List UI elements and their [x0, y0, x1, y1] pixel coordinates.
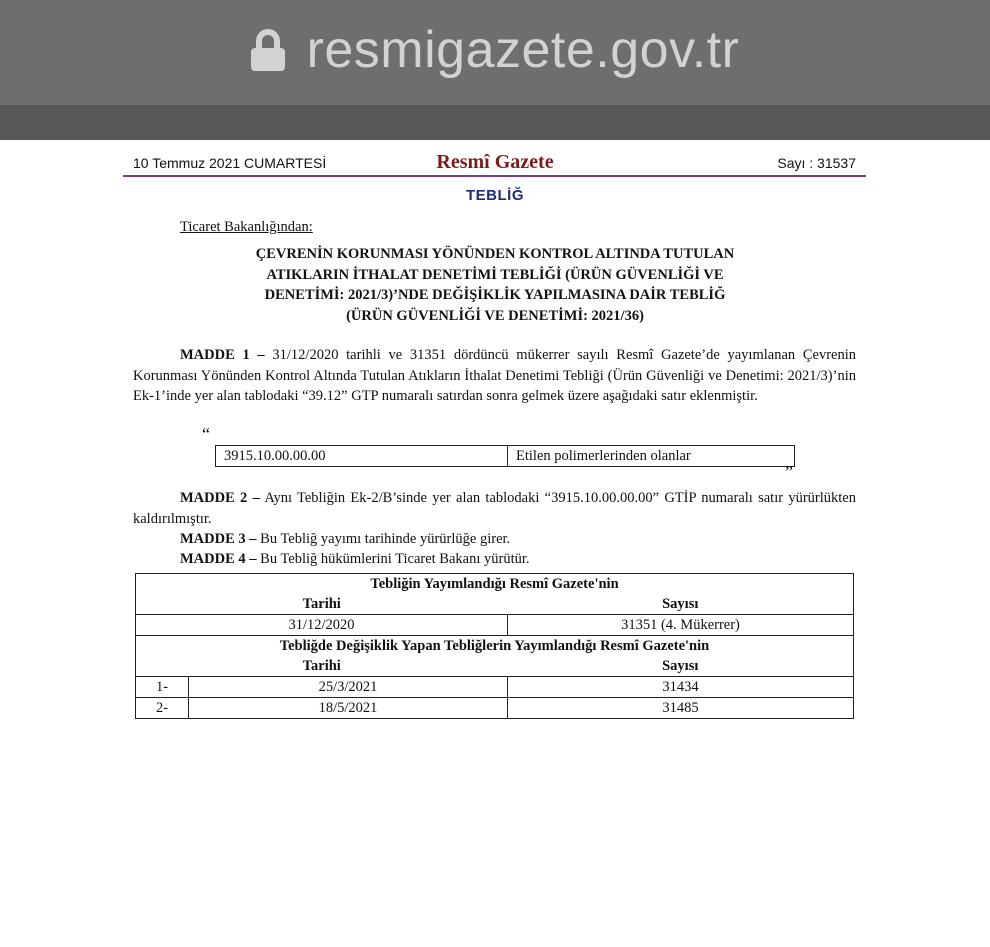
article-label: MADDE 4 –	[180, 551, 257, 567]
inserted-row-table	[215, 445, 795, 467]
communique-title	[200, 244, 790, 326]
browser-toolbar-strip	[0, 105, 990, 140]
column-header-number: Sayısı	[508, 594, 854, 615]
article-text: Bu Tebliğ hükümlerini Ticaret Bakanı yürütür.	[256, 551, 530, 567]
description-cell: Etilen polimerlerinden olanlar	[508, 446, 795, 467]
gazette-issue-number: Sayı : 31537	[777, 155, 856, 171]
url-display[interactable]	[0, 0, 990, 105]
header-divider	[123, 175, 866, 177]
table-row	[136, 656, 854, 677]
table-heading: Tebliğin Yayımlandığı Resmî Gazete'nin	[136, 574, 854, 595]
article-label: MADDE 1 –	[180, 347, 265, 363]
date-cell: 25/3/2021	[189, 677, 508, 698]
date-cell: 18/5/2021	[189, 698, 508, 719]
gazette-title: Resmî Gazete	[436, 151, 554, 173]
table-row	[216, 446, 795, 467]
title-line: ATIKLARIN İTHALAT DENETİMİ TEBLİĞİ (ÜRÜN GÜVENLİĞİ VE	[266, 266, 724, 283]
article-3	[133, 529, 856, 550]
column-header-date: Tarihi	[136, 656, 508, 677]
publication-history-table	[135, 573, 854, 719]
number-cell: 31485	[508, 698, 854, 719]
gazette-date: 10 Temmuz 2021 CUMARTESİ	[133, 155, 327, 171]
article-label: MADDE 3 –	[180, 531, 257, 547]
gtip-code-cell: 3915.10.00.00.00	[216, 446, 508, 467]
article-1	[133, 345, 856, 407]
table-row	[136, 677, 854, 698]
number-cell: 31434	[508, 677, 854, 698]
table-heading: Tebliğde Değişiklik Yapan Tebliğlerin Yayımlandığı Resmî Gazete'nin	[136, 636, 854, 657]
article-4	[133, 549, 856, 570]
table-row	[136, 615, 854, 636]
original-number-cell: 31351 (4. Mükerrer)	[508, 615, 854, 636]
issuing-ministry: Ticaret Bakanlığından:	[180, 219, 313, 235]
column-header-number: Sayısı	[508, 656, 854, 677]
close-quote: ”	[785, 462, 793, 482]
open-quote: “	[202, 424, 210, 444]
article-text: Bu Tebliğ yayımı tarihinde yürürlüğe girer.	[256, 531, 511, 547]
table-row	[136, 698, 854, 719]
index-cell: 2-	[136, 698, 189, 719]
article-2	[133, 488, 856, 529]
lock-icon	[251, 29, 285, 71]
table-row	[136, 574, 854, 595]
title-line: (ÜRÜN GÜVENLİĞİ VE DENETİMİ: 2021/36)	[346, 307, 644, 324]
article-text: 31/12/2020 tarihli ve 31351 dördüncü mükerrer sayılı Resmî Gazete’de yayımlanan Çevrenin Korunması Yönünden Kontrol Altında Tutulan Atıkların İthalat Denetimi Tebliği (Ürün Güvenliği ve Denetimi: 2021/3)’nin Ek-1’inde yer alan tablodaki “39.12” GTP numaralı satırdan sonra gelmek üzere aşağıdaki satır eklenmiştir.	[133, 347, 856, 404]
table-row	[136, 636, 854, 657]
index-cell: 1-	[136, 677, 189, 698]
column-header-date: Tarihi	[136, 594, 508, 615]
table-row	[136, 594, 854, 615]
original-date-cell: 31/12/2020	[136, 615, 508, 636]
title-line: ÇEVRENİN KORUNMASI YÖNÜNDEN KONTROL ALTINDA TUTULAN	[255, 246, 735, 262]
article-text: Aynı Tebliğin Ek-2/B’sinde yer alan tablodaki “3915.10.00.00.00” GTİP numaralı satır yürürlükten kaldırılmıştır.	[133, 490, 856, 527]
section-label: TEBLİĞ	[466, 187, 524, 204]
title-line: DENETİMİ: 2021/3)’NDE DEĞİŞİKLİK YAPILMASINA DAİR TEBLİĞ	[264, 287, 726, 303]
url-text[interactable]: resmigazete.gov.tr	[306, 20, 740, 79]
article-label: MADDE 2 –	[180, 490, 260, 506]
